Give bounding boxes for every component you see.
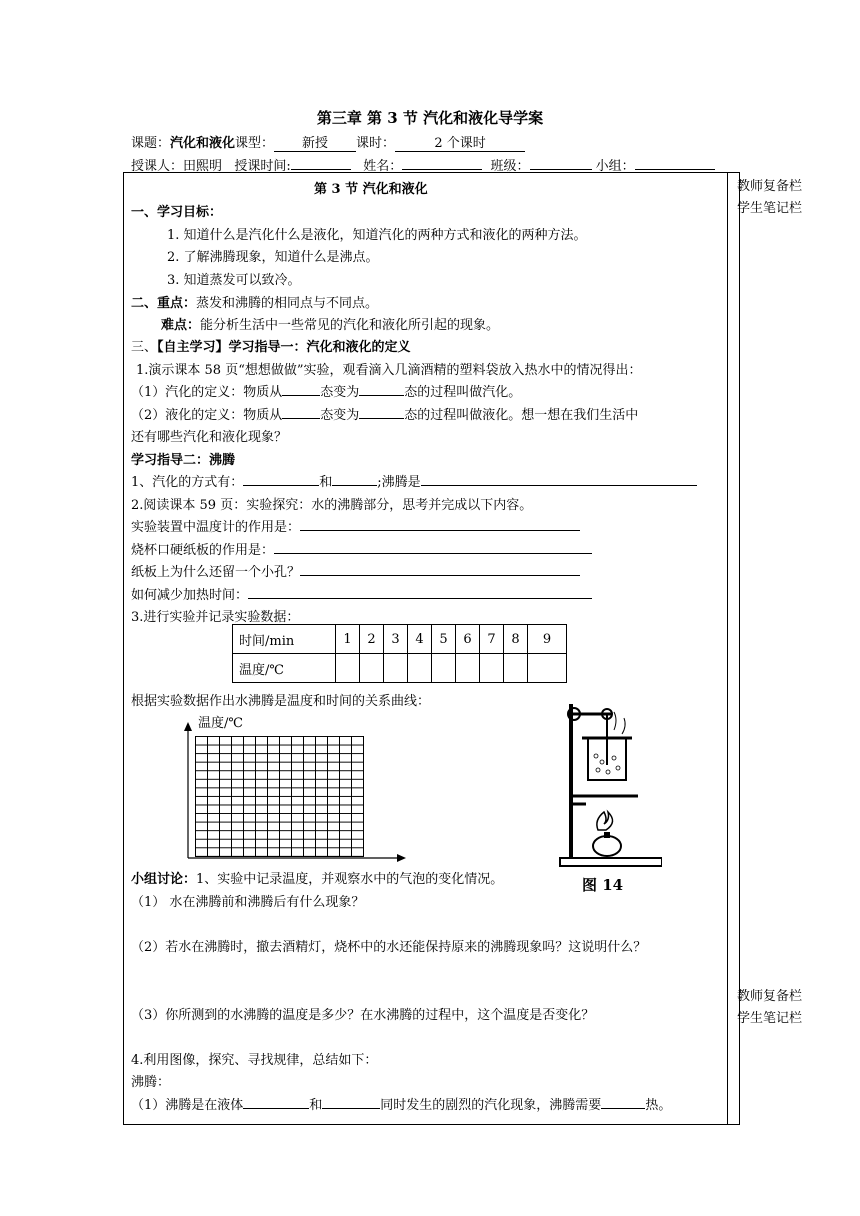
group-blank[interactable] (635, 169, 715, 170)
hours-value: 2 个课时 (395, 137, 525, 152)
table-cell: 4 (408, 625, 432, 654)
goal-3: 3. 知道蒸发可以致冷。 (167, 273, 301, 288)
ways-part-b: 和 (319, 475, 333, 490)
side-notes-bottom (737, 986, 802, 1030)
question-2-blank[interactable] (274, 553, 592, 554)
discussion-text: 1、实验中记录温度，并观察水中的气泡的变化情况。 (196, 872, 504, 887)
question-3 (131, 561, 580, 580)
def2-blank-2[interactable] (359, 418, 404, 419)
definition-1 (131, 381, 521, 400)
summary-heading: 4.利用图像，探究、寻找规律，总结如下： (131, 1053, 378, 1068)
def2-part-b: 态变为 (320, 408, 360, 423)
question-1 (131, 516, 580, 535)
name-blank[interactable] (402, 169, 482, 170)
name-label: 姓名： (363, 159, 403, 174)
question-1-blank[interactable] (300, 530, 580, 531)
def1-part-c: 态的过程叫做汽化。 (404, 385, 522, 400)
graph-grid[interactable] (195, 736, 364, 857)
question-3-blank[interactable] (300, 575, 580, 576)
question-4-text: 如何减少加热时间： (131, 588, 249, 603)
def1-blank-2[interactable] (359, 395, 404, 396)
class-label: 班级： (490, 159, 530, 174)
definition-2-cont: 还有哪些汽化和液化现象？ (131, 430, 288, 445)
header-row-1 (131, 132, 525, 152)
boil-part-c: 同时发生的剧烈的汽化现象，沸腾需要 (380, 1098, 602, 1113)
table-cell: 3 (384, 625, 408, 654)
group-label: 小组： (595, 159, 635, 174)
boil-blank-2[interactable] (322, 1108, 380, 1109)
record-text: 3.进行实验并记录实验数据： (131, 610, 300, 625)
boiling-apparatus-figure (552, 700, 662, 870)
goals-heading: 一、学习目标： (131, 205, 223, 220)
data-table (232, 624, 567, 683)
teacher-review-label-2: 教师复备栏 (737, 989, 803, 1004)
plot-hint: 根据实验数据作出水沸腾是温度和时间的关系曲线： (131, 694, 431, 709)
boiling-label: 沸腾： (131, 1075, 171, 1090)
question-4 (131, 584, 592, 603)
table-cell: 9 (528, 625, 567, 654)
def2-part-a: （2）液化的定义：物质从 (131, 408, 283, 423)
time-label: 授课时间: (234, 159, 291, 174)
table-cell: 2 (360, 625, 384, 654)
question-2-text: 烧杯口硬纸板的作用是： (131, 543, 275, 558)
table-input-cell[interactable] (360, 654, 384, 683)
student-notes-label-2: 学生笔记栏 (737, 1011, 803, 1026)
ways-blank-1[interactable] (243, 485, 319, 486)
table-cell: 6 (456, 625, 480, 654)
table-input-cell[interactable] (480, 654, 504, 683)
key-point (131, 292, 378, 311)
difficult-heading: 难点： (161, 318, 201, 333)
def1-part-a: （1）汽化的定义：物质从 (131, 385, 283, 400)
difficult-text: 能分析生活中一些常见的汽化和液化所引起的现象。 (200, 318, 500, 333)
topic-label: 课题： (131, 136, 171, 151)
question-2 (131, 539, 592, 558)
table-cell: 5 (432, 625, 456, 654)
table-cell: 8 (504, 625, 528, 654)
question-3-text: 纸板上为什么还留一个小孔？ (131, 565, 301, 580)
side-notes-top (737, 176, 802, 220)
type-label: 课型： (235, 136, 275, 151)
key-heading: 二、重点： (131, 296, 197, 311)
figure-caption: 图 14 (582, 876, 624, 894)
goal-1: 1. 知道什么是汽化什么是液化，知道汽化的两种方式和液化的两种方法。 (167, 228, 587, 243)
read-text: 2.阅读课本 59 页：实验探究：水的沸腾部分，思考并完成以下内容。 (131, 498, 533, 513)
def1-part-b: 态变为 (320, 385, 360, 400)
table-cell: 1 (336, 625, 360, 654)
self-study-heading (131, 336, 411, 355)
ways-part-a: 1、汽化的方式有： (131, 475, 244, 490)
discussion-q3: （3）你所测到的水沸腾的温度是多少？在水沸腾的过程中，这个温度是否变化？ (131, 1008, 595, 1023)
table-input-cell[interactable] (336, 654, 360, 683)
table-input-cell[interactable] (384, 654, 408, 683)
table-input-cell[interactable] (504, 654, 528, 683)
teacher: 授课人：田熙明 (131, 159, 223, 174)
group-discussion (131, 868, 503, 887)
page-title: 第三章 第 3 节 汽化和液化导学案 (316, 109, 544, 127)
guide-2-heading: 学习指导二：沸腾 (131, 453, 236, 468)
table-input-cell[interactable] (408, 654, 432, 683)
table-row (233, 654, 567, 683)
boil-part-d: 热。 (645, 1098, 672, 1113)
topic-value: 汽化和液化 (170, 136, 236, 151)
teacher-review-label: 教师复备栏 (737, 179, 803, 194)
table-input-cell[interactable] (456, 654, 480, 683)
table-header-time: 时间/min (233, 625, 336, 654)
discussion-q1: （1） 水在沸腾前和沸腾后有什么现象？ (131, 895, 365, 910)
def2-part-c: 态的过程叫做液化。想一想在我们生活中 (404, 408, 639, 423)
question-4-blank[interactable] (248, 598, 592, 599)
boil-blank-3[interactable] (601, 1108, 645, 1109)
self-study-prefix: 三、 (131, 340, 158, 355)
boil-part-a: （1）沸腾是在液体 (131, 1098, 244, 1113)
question-1-text: 实验装置中温度计的作用是： (131, 520, 301, 535)
goal-2: 2. 了解沸腾现象，知道什么是沸点。 (167, 250, 379, 265)
demo-text: 1.演示课本 58 页“想想做做”实验，观看滴入几滴酒精的塑料袋放入热水中的情况得出： (136, 363, 642, 378)
table-input-cell[interactable] (432, 654, 456, 683)
section-title: 第 3 节 汽化和液化 (314, 182, 428, 197)
discussion-heading: 小组讨论： (131, 872, 197, 887)
ways-blank-2[interactable] (332, 485, 377, 486)
hours-label: 课时： (356, 136, 396, 151)
key-text: 蒸发和沸腾的相同点与不同点。 (196, 296, 379, 311)
definition-2 (131, 404, 638, 423)
class-blank[interactable] (530, 169, 592, 170)
discussion-q2: （2）若水在沸腾时，撤去酒精灯，烧杯中的水还能保持原来的沸腾现象吗？这说明什么？ (131, 940, 647, 955)
difficult-point (161, 314, 499, 333)
table-row (233, 625, 567, 654)
table-cell: 7 (480, 625, 504, 654)
ways-part-c: ;沸腾是 (377, 475, 421, 490)
def1-blank-1[interactable] (282, 395, 320, 396)
student-notes-label: 学生笔记栏 (737, 201, 803, 216)
boil-part-b: 和 (309, 1098, 323, 1113)
self-study-title: 【自主学习】学习指导一：汽化和液化的定义 (157, 340, 411, 355)
table-header-temp: 温度/℃ (233, 654, 336, 683)
type-value: 新授 (274, 137, 356, 152)
boiling-definition (131, 1094, 671, 1113)
boiling-blank[interactable] (421, 485, 697, 486)
vaporization-ways (131, 471, 697, 490)
time-blank[interactable] (291, 169, 351, 170)
def2-blank-1[interactable] (282, 418, 320, 419)
column-divider (727, 172, 728, 1125)
y-axis-label: 温度/℃ (198, 716, 243, 731)
boil-blank-1[interactable] (243, 1108, 309, 1109)
table-input-cell[interactable] (528, 654, 567, 683)
